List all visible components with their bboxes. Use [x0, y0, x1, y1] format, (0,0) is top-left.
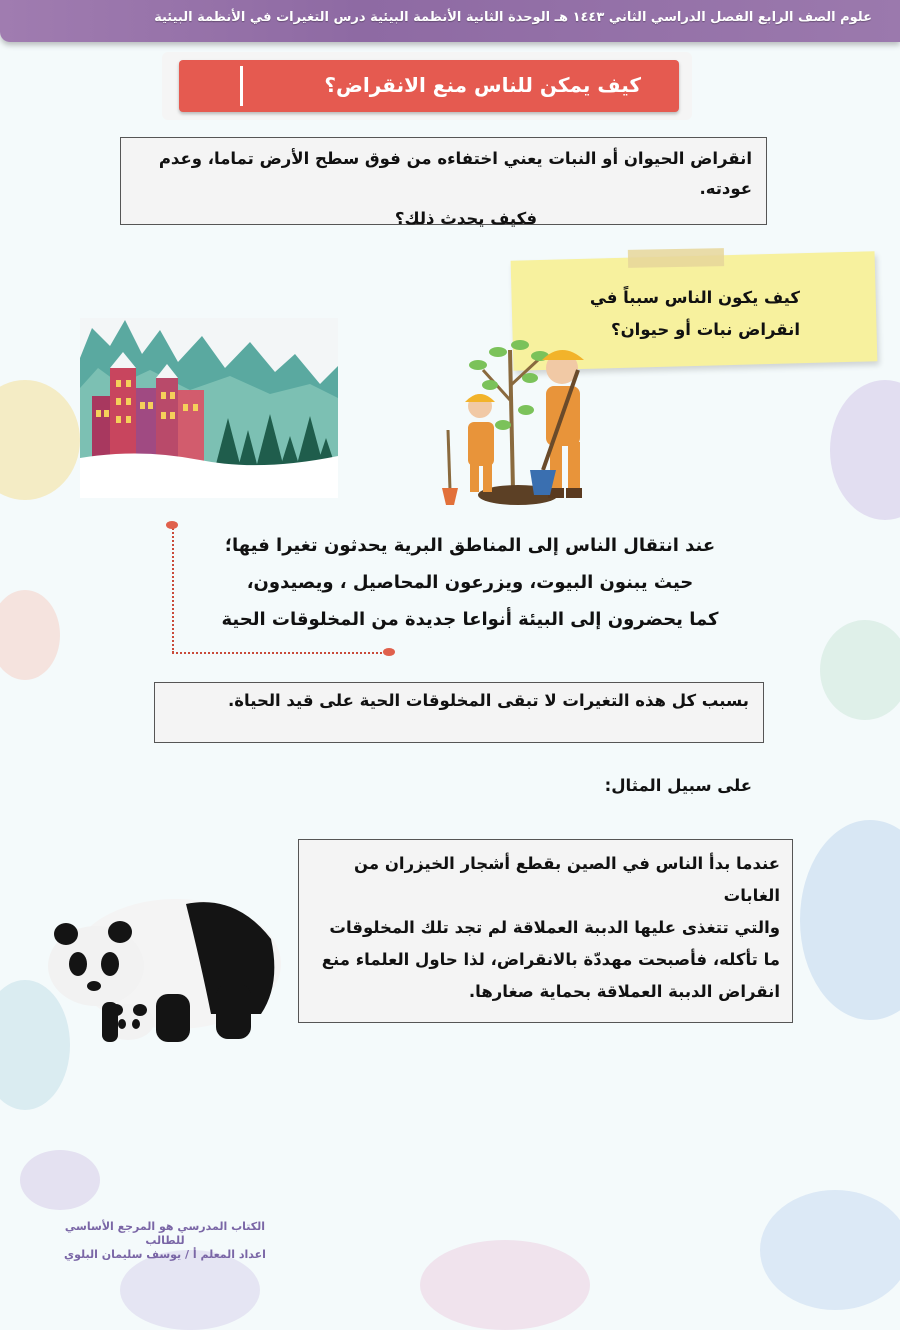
title-banner	[179, 60, 679, 112]
tree-planting-illustration	[438, 330, 608, 510]
footer-line-2: اعداد المعلم أ / يوسف سليمان البلوي	[64, 1248, 266, 1261]
example-label: على سبيل المثال:	[604, 776, 752, 795]
background-decoration	[0, 380, 80, 500]
title-divider	[240, 66, 243, 106]
tape-strip	[628, 248, 724, 268]
background-decoration	[830, 380, 900, 520]
footer-credit	[50, 1220, 280, 1262]
definition-line-1: انقراض الحيوان أو النبات يعني اختفاءه من فوق سطح الأرض تماما، وعدم عودته.	[158, 149, 752, 198]
footer-line-1: الكتاب المدرسي هو المرجع الأساسي للطالب	[64, 1220, 266, 1247]
background-decoration	[0, 590, 60, 680]
panda-example-line-2: والتي تتغذى عليها الدببة العملاقة لم تجد تلك المخلوقات	[329, 918, 780, 937]
panda-example-line-1: عندما بدأ الناس في الصين بقطع أشجار الخيزران من الغابات	[354, 854, 780, 905]
human-impact-line-3: كما يحضرون إلى البيئة أنواعا جديدة من المخلوقات الحية	[221, 609, 719, 630]
sticky-note-line-2: انقراض نبات أو حيوان؟	[611, 320, 800, 339]
panda-illustration	[36, 884, 286, 1049]
winter-village-illustration	[80, 318, 338, 498]
background-decoration	[760, 1190, 900, 1310]
header-bar	[0, 0, 900, 42]
background-decoration	[800, 820, 900, 1020]
definition-line-2: فكيف يحدث ذلك؟	[394, 209, 537, 228]
human-impact-text	[200, 527, 740, 638]
panda-example-line-3: ما تأكله، فأصبحت مهددّة بالانقراض، لذا حاول العلماء منع	[321, 950, 780, 969]
connector-dot	[383, 648, 395, 656]
panda-example-line-4: انقراض الدببة العملاقة بحماية صغارها.	[468, 982, 780, 1001]
background-decoration	[120, 1250, 260, 1330]
panda-example-box	[298, 839, 793, 1023]
header-text: علوم الصف الرابع الفصل الدراسي الثاني ١٤٤٣ هـ الوحدة الثانية الأنظمة البيئية درس التغيرات في الأنظمة البيئية	[154, 10, 872, 25]
page-title: كيف يمكن للناس منع الانقراض؟	[324, 73, 641, 97]
background-decoration	[820, 620, 900, 720]
sticky-note-text	[590, 282, 800, 346]
background-decoration	[420, 1240, 590, 1330]
effect-box	[154, 682, 764, 743]
human-impact-line-1: عند انتقال الناس إلى المناطق البرية يحدثون تغيرا فيها؛	[224, 535, 716, 556]
dotted-connector	[172, 652, 390, 654]
background-decoration	[20, 1150, 100, 1210]
effect-text: بسبب كل هذه التغيرات لا تبقى المخلوقات الحية على قيد الحياة.	[228, 691, 749, 710]
sticky-note-line-1: كيف يكون الناس سبباً في	[589, 288, 800, 307]
dotted-connector	[172, 525, 174, 653]
human-impact-line-2: حيث يبنون البيوت، ويزرعون المحاصيل ، ويصيدون،	[246, 572, 694, 593]
definition-box	[120, 137, 767, 228]
connector-dot	[166, 521, 178, 529]
